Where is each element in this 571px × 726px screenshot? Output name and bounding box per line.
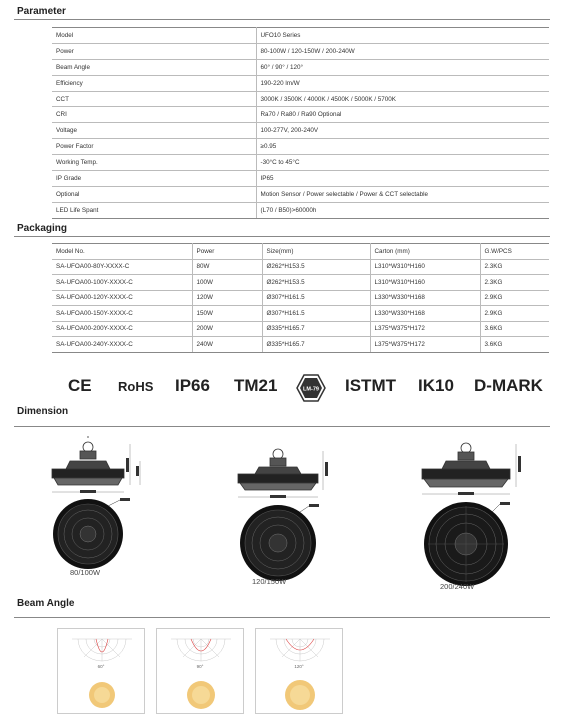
parameter-key: Optional (52, 186, 256, 202)
beam-label-120: 120° (294, 664, 304, 669)
dimension-caption-120w: 120/150W (252, 577, 287, 586)
ip66-mark: IP66 (175, 376, 210, 395)
packaging-cell: 3.6KG (480, 337, 549, 353)
packaging-row (52, 290, 549, 306)
packaging-cell: SA-UFOA00-150Y-XXXX-C (52, 306, 192, 322)
parameter-row (52, 155, 549, 171)
parameter-key: Working Temp. (52, 155, 256, 171)
parameter-value: 100-277V, 200-240V (256, 123, 549, 139)
parameter-value: 60° / 90° / 120° (256, 59, 549, 75)
parameter-row (52, 75, 549, 91)
parameter-value: UFO10 Series (256, 28, 549, 44)
packaging-header-cell: Carton (mm) (370, 244, 480, 260)
rohs-mark: RoHS (118, 379, 154, 394)
packaging-section-title: Packaging (17, 223, 68, 234)
dimension-section-title: Dimension (17, 406, 69, 417)
parameter-row (52, 59, 549, 75)
parameter-key: CRI (52, 107, 256, 123)
packaging-cell: Ø307*H161.5 (262, 306, 370, 322)
istmt-mark: ISTMT (345, 376, 396, 395)
parameter-value: Ra70 / Ra80 / Ra90 Optional (256, 107, 549, 123)
beam-polar-diagram-120 (256, 629, 344, 715)
lm79-label: LM-79 (303, 386, 319, 393)
parameter-key: IP Grade (52, 171, 256, 187)
beam-card-60 (57, 628, 145, 714)
parameter-row (52, 186, 549, 202)
packaging-table (52, 243, 549, 353)
beam-card-120 (255, 628, 343, 714)
parameter-value: 3000K / 3500K / 4000K / 4500K / 5000K / 5700K (256, 91, 549, 107)
certification-strip (68, 376, 550, 400)
fixture-bottom-view-120w (240, 504, 319, 581)
parameter-key: Power (52, 43, 256, 59)
parameter-row (52, 202, 549, 218)
packaging-cell: 240W (192, 337, 262, 353)
packaging-cell: 2.3KG (480, 259, 549, 275)
parameter-key: Model (52, 28, 256, 44)
packaging-cell: Ø262*H153.5 (262, 259, 370, 275)
parameter-row (52, 28, 549, 44)
dimension-drawing-120w (225, 440, 355, 585)
packaging-row (52, 321, 549, 337)
packaging-cell: 150W (192, 306, 262, 322)
beam-polar-diagram-60 (58, 629, 146, 715)
packaging-row (52, 259, 549, 275)
packaging-cell: 100W (192, 275, 262, 291)
fixture-bottom-view-80w (53, 498, 130, 569)
packaging-cell: 120W (192, 290, 262, 306)
parameter-value: -30°C to 45°C (256, 155, 549, 171)
parameter-divider (14, 19, 550, 20)
packaging-cell: Ø262*H153.5 (262, 275, 370, 291)
dimension-divider (14, 426, 550, 427)
packaging-header-cell: Size(mm) (262, 244, 370, 260)
dimension-caption-80w: 80/100W (70, 568, 101, 577)
parameter-row (52, 107, 549, 123)
parameter-row (52, 139, 549, 155)
beam-angle-divider (14, 617, 550, 618)
parameter-value: IP65 (256, 171, 549, 187)
packaging-header-cell: G.W/PCS (480, 244, 549, 260)
packaging-header-row (52, 244, 549, 260)
parameter-row (52, 43, 549, 59)
parameter-key: Efficiency (52, 75, 256, 91)
parameter-value: ≥0.95 (256, 139, 549, 155)
parameter-value: 80-100W / 120-150W / 200-240W (256, 43, 549, 59)
parameter-value: (L70 / B50)>60000h (256, 202, 549, 218)
parameter-key: Power Factor (52, 139, 256, 155)
parameter-key: LED Life Spant (52, 202, 256, 218)
packaging-cell: Ø307*H161.5 (262, 290, 370, 306)
packaging-cell: L310*W310*H160 (370, 259, 480, 275)
packaging-cell: Ø335*H165.7 (262, 321, 370, 337)
parameter-value: 190-220 lm/W (256, 75, 549, 91)
parameter-section-title: Parameter (17, 6, 66, 17)
parameter-row (52, 171, 549, 187)
tm21-mark: TM21 (234, 376, 278, 395)
ik10-mark: IK10 (418, 376, 454, 395)
packaging-cell: 2.9KG (480, 306, 549, 322)
packaging-cell: SA-UFOA00-80Y-XXXX-C (52, 259, 192, 275)
packaging-cell: Ø335*H165.7 (262, 337, 370, 353)
packaging-cell: 200W (192, 321, 262, 337)
packaging-cell: SA-UFOA00-100Y-XXXX-C (52, 275, 192, 291)
parameter-key: CCT (52, 91, 256, 107)
beam-card-90 (156, 628, 244, 714)
beam-polar-diagram-90 (157, 629, 245, 715)
packaging-cell: SA-UFOA00-200Y-XXXX-C (52, 321, 192, 337)
parameter-key: Voltage (52, 123, 256, 139)
packaging-cell: SA-UFOA00-120Y-XXXX-C (52, 290, 192, 306)
packaging-cell: 2.9KG (480, 290, 549, 306)
packaging-row (52, 337, 549, 353)
packaging-row (52, 275, 549, 291)
packaging-cell: L310*W310*H160 (370, 275, 480, 291)
packaging-cell: 80W (192, 259, 262, 275)
parameter-table (52, 27, 549, 219)
packaging-divider (14, 236, 550, 237)
dimension-drawing-200w (412, 436, 544, 591)
lm79-badge-icon (296, 374, 326, 402)
packaging-header-cell: Power (192, 244, 262, 260)
packaging-cell: L375*W375*H172 (370, 321, 480, 337)
parameter-row (52, 91, 549, 107)
parameter-value: Motion Sensor / Power selectable / Power & CCT selectable (256, 186, 549, 202)
beam-label-60: 60° (97, 664, 105, 669)
packaging-row (52, 306, 549, 322)
packaging-cell: L330*W330*H168 (370, 306, 480, 322)
packaging-cell: L330*W330*H168 (370, 290, 480, 306)
dimension-caption-200w: 200/240W (440, 582, 475, 591)
dimension-drawing-80w (40, 436, 160, 581)
packaging-header-cell: Model No. (52, 244, 192, 260)
dmark-mark: D-MARK (474, 376, 543, 395)
fixture-bottom-view-200w (424, 502, 510, 586)
packaging-cell: L375*W375*H172 (370, 337, 480, 353)
packaging-cell: SA-UFOA00-240Y-XXXX-C (52, 337, 192, 353)
packaging-cell: 3.6KG (480, 321, 549, 337)
packaging-cell: 2.3KG (480, 275, 549, 291)
parameter-key: Beam Angle (52, 59, 256, 75)
beam-angle-section-title: Beam Angle (17, 598, 75, 609)
parameter-row (52, 123, 549, 139)
beam-label-90: 90° (196, 664, 204, 669)
ce-mark: CE (68, 376, 92, 395)
